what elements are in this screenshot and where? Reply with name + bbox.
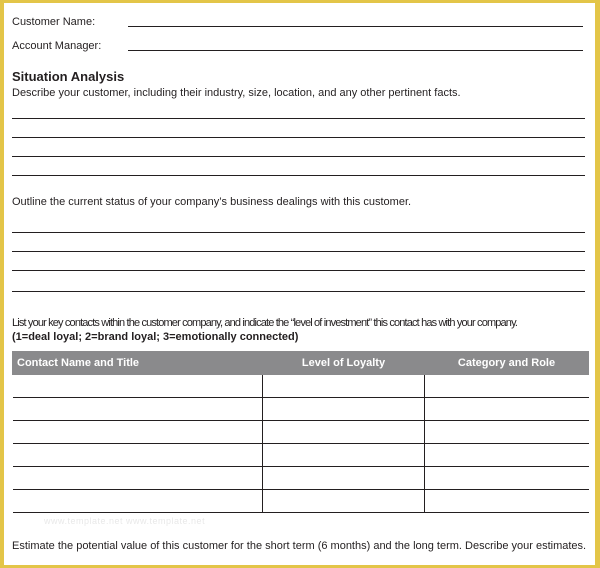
column-header-loyalty: Level of Loyalty <box>263 352 425 375</box>
column-header-contact-name: Contact Name and Title <box>13 352 263 375</box>
column-header-category: Category and Role <box>425 352 589 375</box>
table-row <box>13 398 589 421</box>
describe-answer-line[interactable] <box>12 118 585 119</box>
table-row <box>13 421 589 444</box>
contact-name-cell[interactable] <box>13 421 263 444</box>
contact-name-cell[interactable] <box>13 398 263 421</box>
table-row <box>13 467 589 490</box>
table-row <box>13 444 589 467</box>
loyalty-cell[interactable] <box>263 444 425 467</box>
table-header-row <box>13 352 589 375</box>
category-cell[interactable] <box>425 444 589 467</box>
loyalty-cell[interactable] <box>263 467 425 490</box>
status-answer-line[interactable] <box>12 251 585 252</box>
category-cell[interactable] <box>425 467 589 490</box>
contact-name-cell[interactable] <box>13 490 263 513</box>
customer-name-label: Customer Name: <box>12 16 96 28</box>
table-row <box>13 375 589 398</box>
loyalty-cell[interactable] <box>263 375 425 398</box>
section-heading: Situation Analysis <box>12 69 125 84</box>
describe-answer-line[interactable] <box>12 137 585 138</box>
category-cell[interactable] <box>425 375 589 398</box>
category-cell[interactable] <box>425 398 589 421</box>
category-cell[interactable] <box>425 490 589 513</box>
loyalty-cell[interactable] <box>263 490 425 513</box>
status-answer-line[interactable] <box>12 270 585 271</box>
worksheet-page <box>4 3 595 565</box>
contacts-prompt: List your key contacts within the customer company, and indicate the “level of investment” this contact has with your company. <box>12 317 518 329</box>
describe-prompt: Describe your customer, including their industry, size, location, and any other pertinent facts. <box>12 87 461 99</box>
account-manager-label: Account Manager: <box>12 40 102 52</box>
status-prompt: Outline the current status of your company’s business dealings with this customer. <box>12 196 412 208</box>
account-manager-field[interactable] <box>128 50 583 51</box>
estimate-prompt: Estimate the potential value of this customer for the short term (6 months) and the long term. Describe your estimates. <box>12 540 587 552</box>
watermark: www.template.net www.template.net <box>44 516 206 526</box>
contact-name-cell[interactable] <box>13 444 263 467</box>
loyalty-cell[interactable] <box>263 398 425 421</box>
loyalty-scale-note: (1=deal loyal; 2=brand loyal; 3=emotionally connected) <box>12 331 299 343</box>
contact-name-cell[interactable] <box>13 467 263 490</box>
category-cell[interactable] <box>425 421 589 444</box>
customer-name-field[interactable] <box>128 26 583 27</box>
status-answer-line[interactable] <box>12 232 585 233</box>
status-answer-line[interactable] <box>12 291 585 292</box>
describe-answer-line[interactable] <box>12 156 585 157</box>
contacts-table <box>12 351 589 513</box>
loyalty-cell[interactable] <box>263 421 425 444</box>
describe-answer-line[interactable] <box>12 175 585 176</box>
contact-name-cell[interactable] <box>13 375 263 398</box>
table-row <box>13 490 589 513</box>
